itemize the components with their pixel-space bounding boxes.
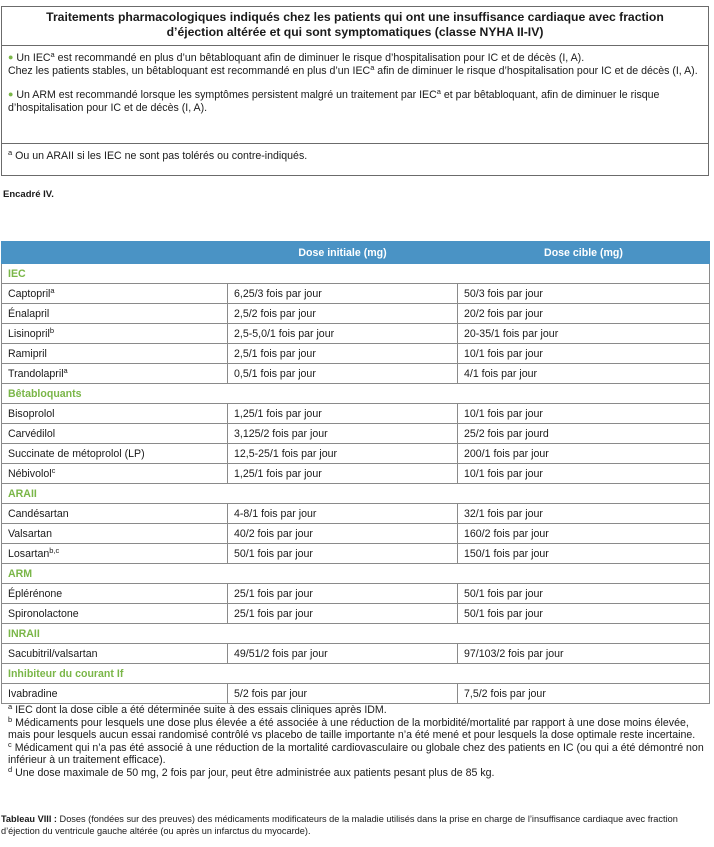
target-dose-cell: 4/1 fois par jour xyxy=(458,364,710,384)
initial-dose-cell: 3,125/2 fois par jour xyxy=(228,424,458,444)
drug-name: Bisoprolol xyxy=(8,407,55,420)
table-group-row xyxy=(2,264,710,284)
drug-name: Losartan xyxy=(8,547,50,560)
drug-name: Carvédilol xyxy=(8,427,56,440)
dose-table xyxy=(1,241,710,704)
drug-name: Lisinopril xyxy=(8,327,50,340)
drug-name: Énalapril xyxy=(8,307,50,320)
table-row xyxy=(2,344,710,364)
drug-footnote-ref: b xyxy=(49,325,54,335)
footnote-item xyxy=(8,739,708,767)
table-row xyxy=(2,604,710,624)
table-row xyxy=(2,464,710,484)
table-row xyxy=(2,324,710,344)
drug-name: Sacubitril/valsartan xyxy=(8,647,98,660)
table-group-row xyxy=(2,624,710,644)
group-label: Bêtabloquants xyxy=(2,384,710,404)
drug-cell xyxy=(2,284,228,304)
drug-cell xyxy=(2,364,228,384)
drug-name: Éplérénone xyxy=(8,587,63,600)
drug-cell xyxy=(2,424,228,444)
table-row xyxy=(2,504,710,524)
footnote-marker: a xyxy=(8,702,13,711)
drug-cell xyxy=(2,504,228,524)
initial-dose-cell: 25/1 fois par jour xyxy=(228,584,458,604)
box-body xyxy=(2,45,708,143)
table-row xyxy=(2,544,710,564)
drug-footnote-ref: a xyxy=(50,285,55,295)
table-group-row xyxy=(2,564,710,584)
target-dose-cell: 20-35/1 fois par jour xyxy=(458,324,710,344)
header-drug xyxy=(2,242,228,264)
drug-name: Succinate de métoprolol (LP) xyxy=(8,447,145,460)
initial-dose-cell: 5/2 fois par jour xyxy=(228,684,458,704)
target-dose-cell: 160/2 fois par jour xyxy=(458,524,710,544)
initial-dose-cell: 50/1 fois par jour xyxy=(228,544,458,564)
target-dose-cell: 25/2 fois par jourd xyxy=(458,424,710,444)
drug-cell xyxy=(2,544,228,564)
box-title: Traitements pharmacologiques indiqués chez les patients qui ont une insuffisance cardiaque avec fraction d’éjection altérée et qui sont symptomatiques (classe NYHA II-IV) xyxy=(46,10,664,39)
encadre-box xyxy=(1,6,709,176)
initial-dose-cell: 1,25/1 fois par jour xyxy=(228,464,458,484)
initial-dose-cell: 4-8/1 fois par jour xyxy=(228,504,458,524)
box-footnote: $^a$ Ou un ARAII si les IEC ne sont pas tolérés ou contre-indiqués. xyxy=(2,143,708,163)
group-label: INRAII xyxy=(2,624,710,644)
footnote-item xyxy=(8,714,708,742)
footnote-item xyxy=(8,704,708,717)
footnote-text: IEC dont la dose cible a été déterminée suite à des essais cliniques après IDM. xyxy=(12,704,387,716)
table-row xyxy=(2,364,710,384)
footnote-marker: d xyxy=(8,764,13,774)
drug-cell xyxy=(2,524,228,544)
encadre-label: Encadré IV. xyxy=(3,189,54,200)
drug-cell xyxy=(2,444,228,464)
target-dose-cell: 32/1 fois par jour xyxy=(458,504,710,524)
table-row xyxy=(2,284,710,304)
drug-footnote-ref: a xyxy=(63,365,68,375)
drug-cell xyxy=(2,344,228,364)
drug-name: Candésartan xyxy=(8,507,69,520)
footnote-marker: c xyxy=(8,739,12,749)
recommendation-2: ● Un ARM est recommandé lorsque les symptômes persistent malgré un traitement par IEC$^a$ et par bêtabloquant, afin de diminuer le risque d’hospitalisation pour IC et de décès (I, A). xyxy=(8,87,660,115)
initial-dose-cell: 2,5/2 fois par jour xyxy=(228,304,458,324)
drug-cell xyxy=(2,644,228,664)
drug-cell xyxy=(2,604,228,624)
drug-cell xyxy=(2,464,228,484)
target-dose-cell: 50/1 fois par jour xyxy=(458,604,710,624)
recommendation-1: ● Un IEC$^a$ est recommandé en plus d’un bêtabloquant afin de diminuer le risque d’hospitalisation pour IC et de décès (I, A). xyxy=(8,50,585,64)
bullet-icon: ● xyxy=(8,52,14,62)
group-label: ARAII xyxy=(2,484,710,504)
initial-dose-cell: 25/1 fois par jour xyxy=(228,604,458,624)
table-body xyxy=(2,264,710,704)
drug-name: Trandolapril xyxy=(8,367,64,380)
initial-dose-cell: 49/51/2 fois par jour xyxy=(228,644,458,664)
target-dose-cell: 10/1 fois par jour xyxy=(458,404,710,424)
table-row xyxy=(2,684,710,704)
table-group-row xyxy=(2,484,710,504)
table-caption xyxy=(1,814,713,837)
initial-dose-cell: 1,25/1 fois par jour xyxy=(228,404,458,424)
table-header-row xyxy=(2,242,710,264)
target-dose-cell: 97/103/2 fois par jour xyxy=(458,644,710,664)
drug-name: Ivabradine xyxy=(8,687,58,700)
initial-dose-cell: 12,5-25/1 fois par jour xyxy=(228,444,458,464)
table-row xyxy=(2,404,710,424)
bullet-icon: ● xyxy=(8,89,14,100)
drug-name: Captopril xyxy=(8,287,51,300)
table-row xyxy=(2,584,710,604)
recommendation-1-cont: Chez les patients stables, un bêtabloquant est recommandé en plus d’un IEC$^a$ afin de diminuer le risque d’hospitalisation pour IC et de décès (I, A). xyxy=(8,62,698,77)
table-row xyxy=(2,424,710,444)
target-dose-cell: 7,5/2 fois par jour xyxy=(458,684,710,704)
target-dose-cell: 10/1 fois par jour xyxy=(458,344,710,364)
footnote-item xyxy=(8,764,708,780)
initial-dose-cell: 40/2 fois par jour xyxy=(228,524,458,544)
table-row xyxy=(2,444,710,464)
group-label: IEC xyxy=(2,264,710,284)
group-label: Inhibiteur du courant If xyxy=(2,664,710,684)
initial-dose-cell: 0,5/1 fois par jour xyxy=(228,364,458,384)
table-row xyxy=(2,304,710,324)
drug-cell xyxy=(2,684,228,704)
target-dose-cell: 50/3 fois par jour xyxy=(458,284,710,304)
target-dose-cell: 10/1 fois par jour xyxy=(458,464,710,484)
drug-cell xyxy=(2,304,228,324)
target-dose-cell: 200/1 fois par jour xyxy=(458,444,710,464)
caption-text: Doses (fondées sur des preuves) des médicaments modificateurs de la maladie utilisés dans la prise en charge de l’insuffisance cardiaque avec fraction d’éjection du ventricule gauche altérée (ou après un infarctus du myocarde). xyxy=(1,814,678,836)
drug-cell xyxy=(2,324,228,344)
initial-dose-cell: 6,25/3 fois par jour xyxy=(228,284,458,304)
footnote-text: Médicament qui n’a pas été associé à une réduction de la mortalité cardiovasculaire ou globale chez des patients en IC (ou qui a été démontré non inférieur à un traitement efficace). xyxy=(8,741,704,767)
initial-dose-cell: 2,5/1 fois par jour xyxy=(228,344,458,364)
table-footnotes xyxy=(8,704,708,780)
table-row xyxy=(2,524,710,544)
footnote-text: Une dose maximale de 50 mg, 2 fois par jour, peut être administrée aux patients pesant plus de 85 kg. xyxy=(12,766,495,779)
footnote-marker: b xyxy=(8,714,13,724)
drug-name: Ramipril xyxy=(8,347,47,360)
drug-name: Nébivolol xyxy=(8,467,52,480)
header-initial-dose: Dose initiale (mg) xyxy=(228,242,458,264)
initial-dose-cell: 2,5-5,0/1 fois par jour xyxy=(228,324,458,344)
drug-footnote-ref: c xyxy=(51,465,56,475)
target-dose-cell: 20/2 fois par jour xyxy=(458,304,710,324)
drug-footnote-ref: b,c xyxy=(49,545,60,555)
drug-cell xyxy=(2,584,228,604)
group-label: ARM xyxy=(2,564,710,584)
caption-label: Tableau VIII : xyxy=(1,814,57,824)
target-dose-cell: 150/1 fois par jour xyxy=(458,544,710,564)
footnote-text: Médicaments pour lesquels une dose plus élevée a été associée à une réduction de la morbidité/mortalité par rapport à une dose moins élevée, mais pour lesquels aucun essai randomisé contrôlé vs placebo de taille importante n’a été mené et pour lesquels la dose optimale reste incertaine. xyxy=(8,716,696,742)
drug-name: Spironolactone xyxy=(8,607,79,620)
table-group-row xyxy=(2,664,710,684)
drug-name: Valsartan xyxy=(8,527,52,540)
header-target-dose: Dose cible (mg) xyxy=(458,242,710,264)
table-group-row xyxy=(2,384,710,404)
target-dose-cell: 50/1 fois par jour xyxy=(458,584,710,604)
table-row xyxy=(2,644,710,664)
drug-cell xyxy=(2,404,228,424)
